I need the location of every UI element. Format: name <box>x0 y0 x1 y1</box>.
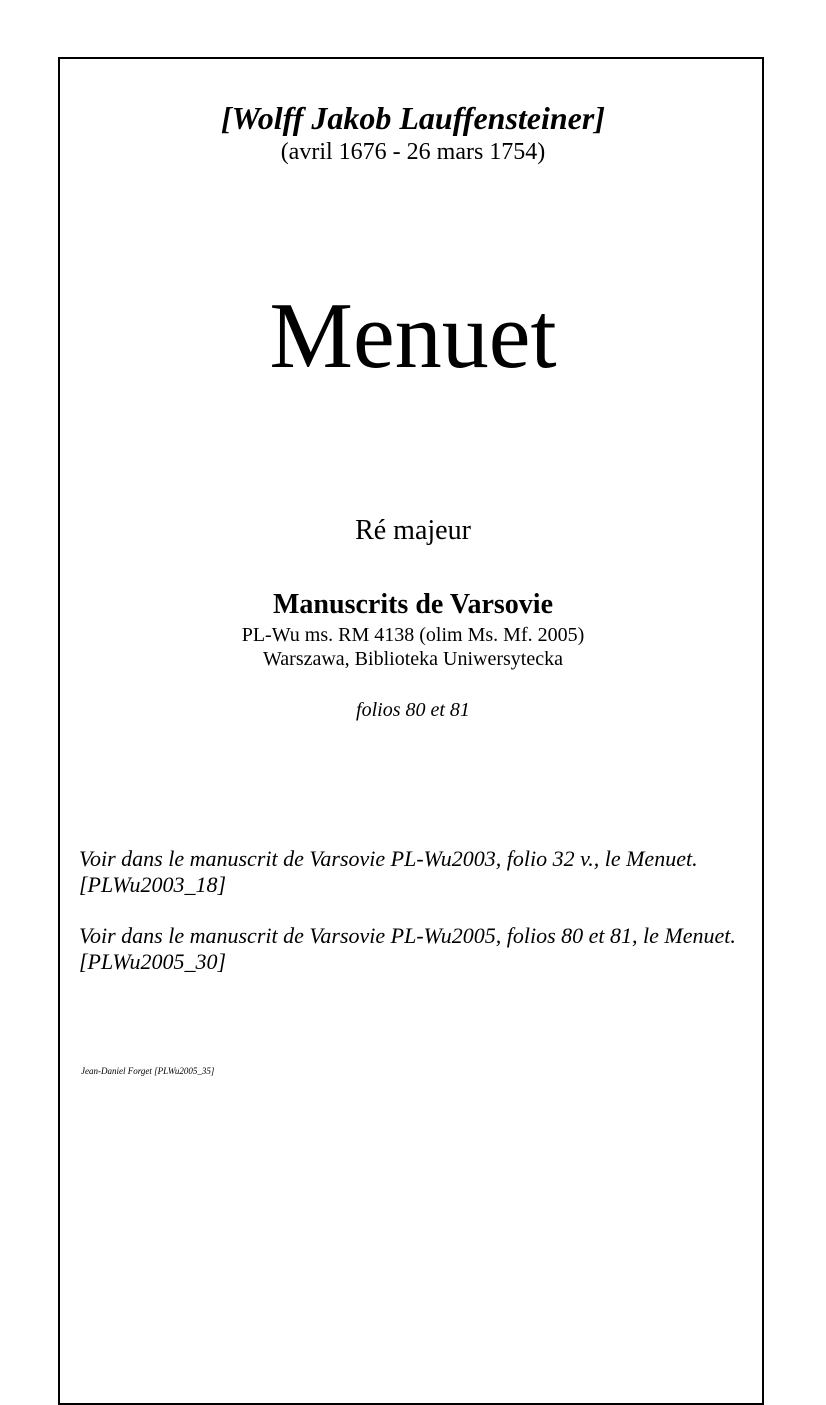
reference-note <box>79 923 759 975</box>
reference-text: Voir dans le manuscrit de Varsovie PL-Wu2005, folios 80 et 81, le Menuet. <box>79 923 736 948</box>
reference-text: Voir dans le manuscrit de Varsovie PL-Wu2003, folio 32 v., le Menuet. <box>79 846 698 871</box>
shelfmark: PL-Wu ms. RM 4138 (olim Ms. Mf. 2005) <box>241 624 585 646</box>
key-signature: Ré majeur <box>355 515 471 546</box>
collection-title: Manuscrits de Varsovie <box>273 589 553 620</box>
footer-credit: Jean-Daniel Forget [PLWu2005_35] <box>81 1066 215 1076</box>
composer-name: [Wolff Jakob Lauffensteiner] <box>221 100 605 136</box>
reference-code: [PLWu2003_18] <box>79 872 227 897</box>
composer-dates: (avril 1676 - 26 mars 1754) <box>280 139 546 165</box>
library-name: Warszawa, Biblioteka Uniwersytecka <box>263 648 563 670</box>
reference-code: [PLWu2005_30] <box>79 949 227 974</box>
reference-note <box>79 846 759 898</box>
page-border <box>58 57 764 1405</box>
page-title: Menuet <box>269 284 557 388</box>
folios-note: folios 80 et 81 <box>356 699 470 721</box>
